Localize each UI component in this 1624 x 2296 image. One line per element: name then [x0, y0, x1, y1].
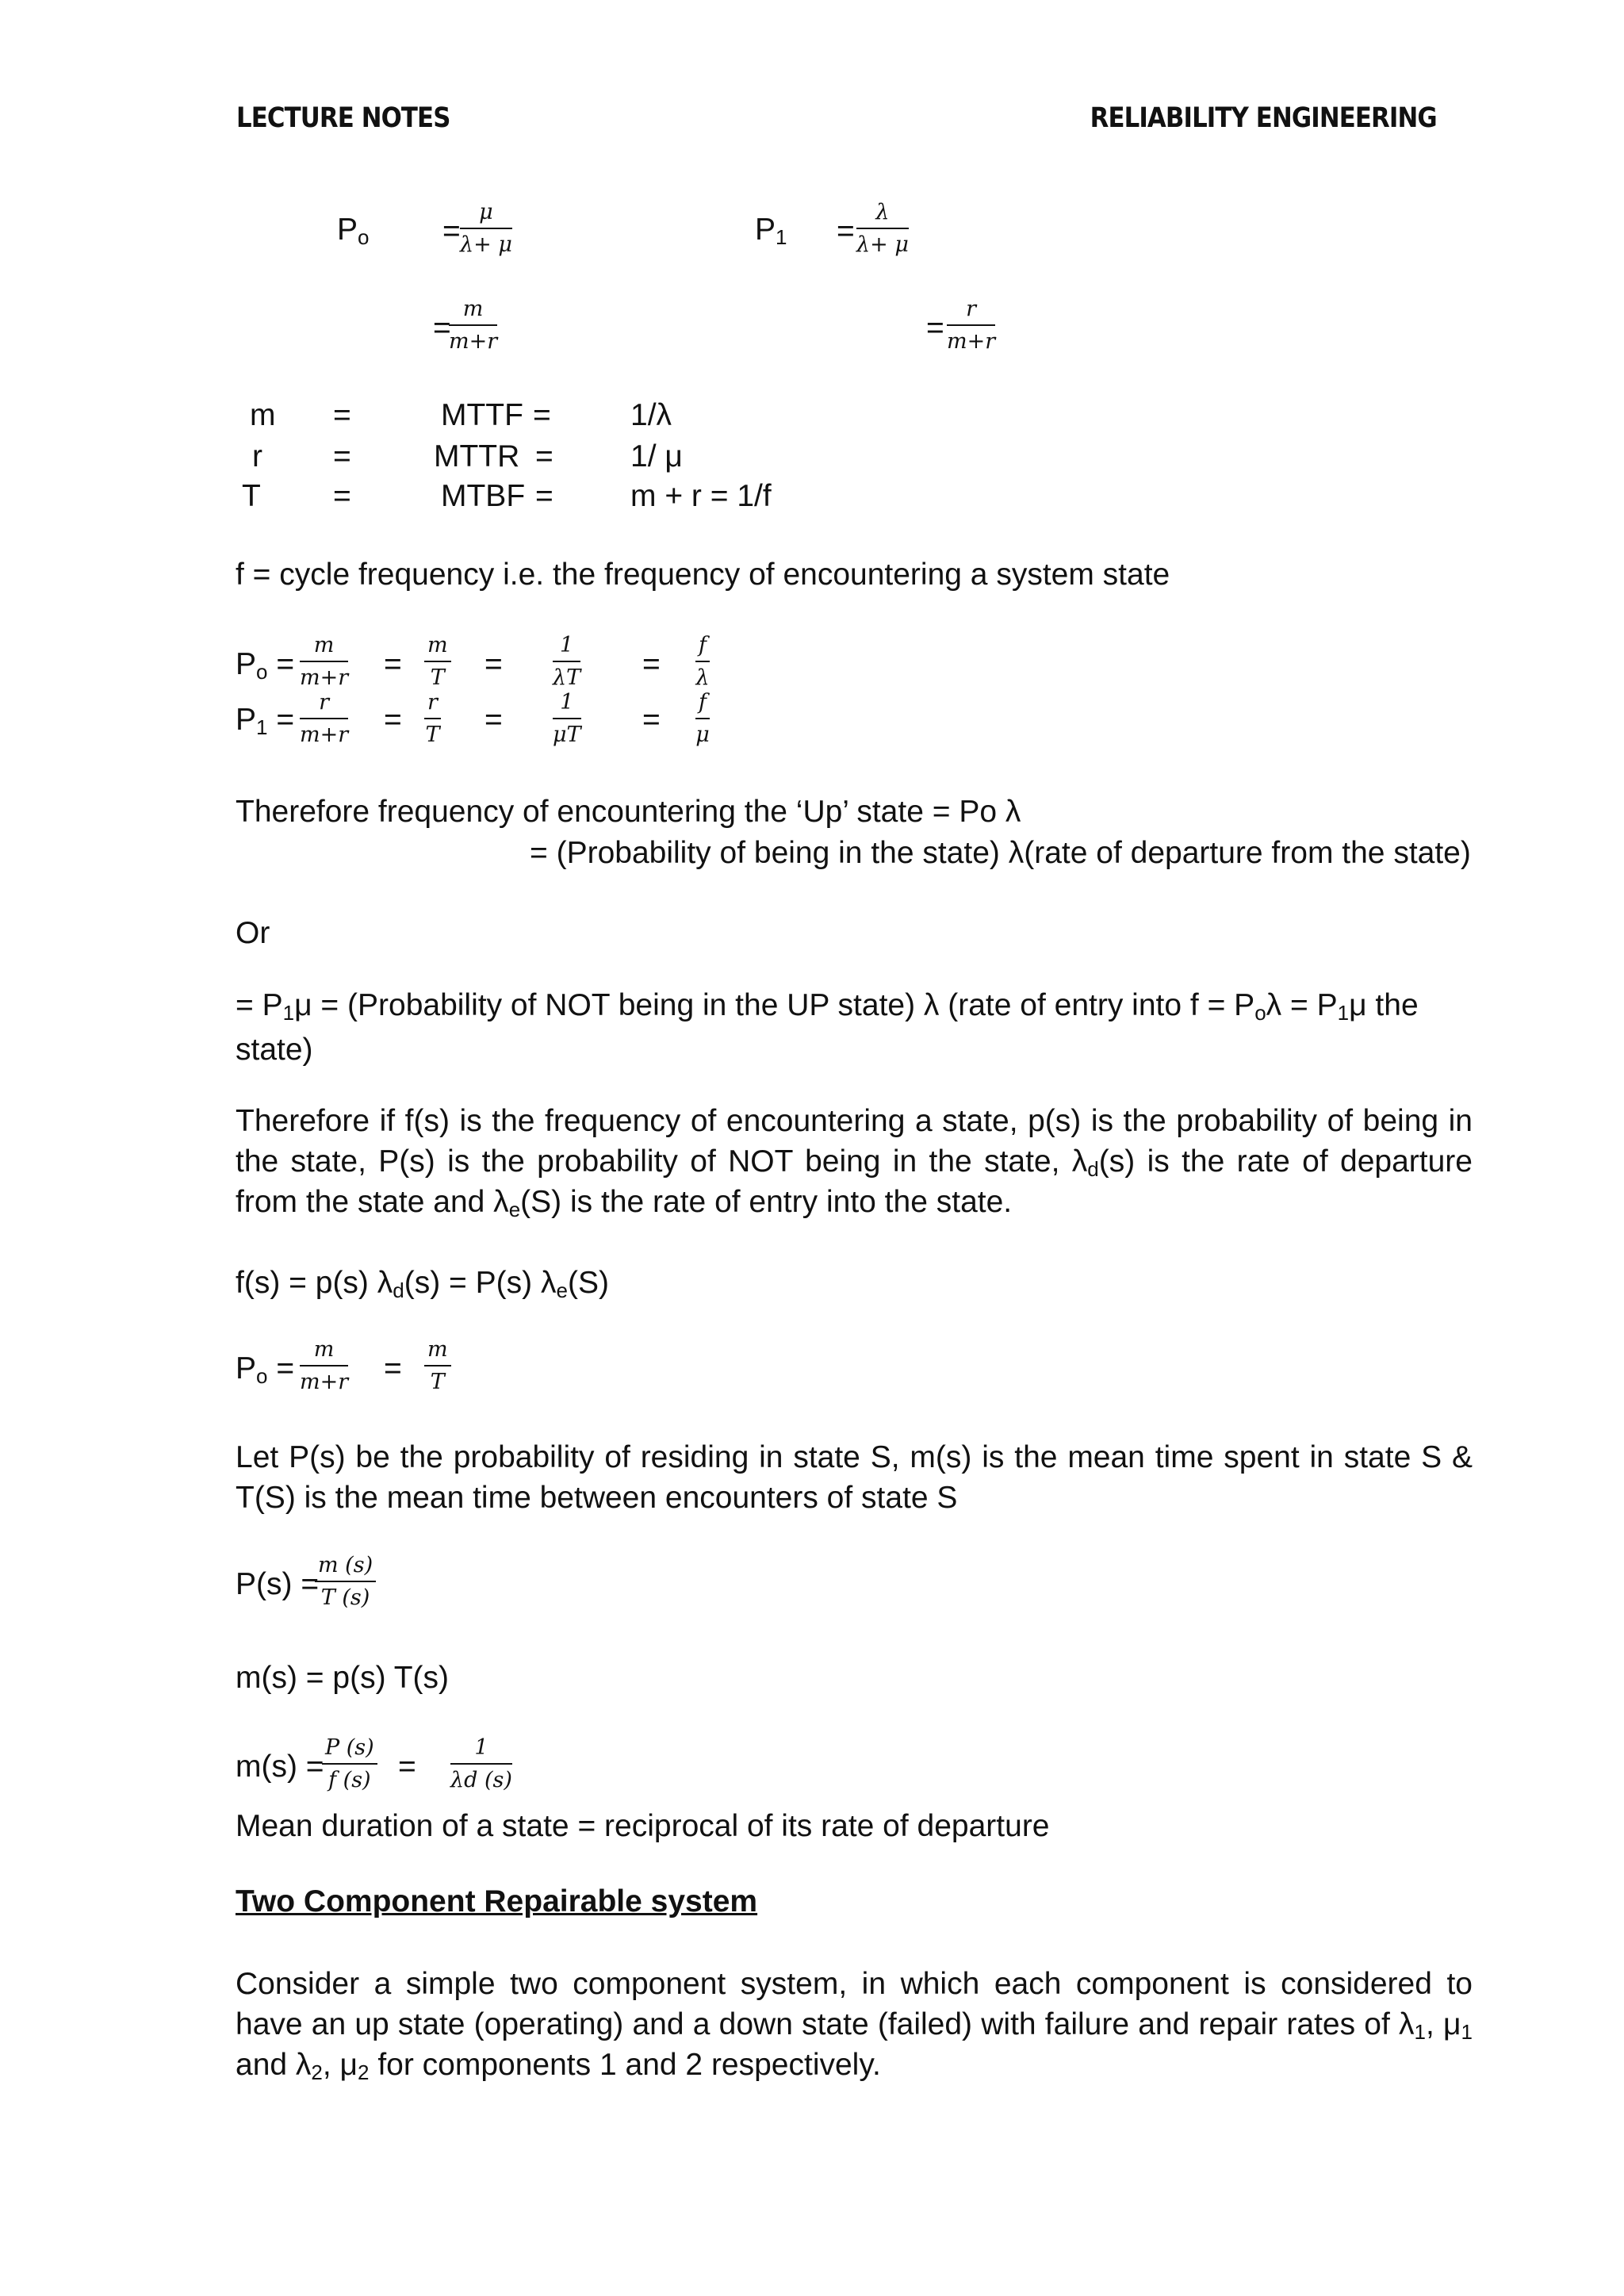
p0-equals-2: =: [433, 311, 451, 345]
section-title: Two Component Repairable system: [236, 1884, 758, 1918]
matrix-r0-c2: $\frac{1}{\lambda T}$: [553, 633, 581, 690]
p1-label: $P_1$: [755, 213, 787, 249]
def-eq2-mttr: =: [535, 439, 553, 473]
def-eq2-mtbf: =: [535, 479, 553, 513]
def-name-mtbf: MTBF: [441, 479, 526, 513]
def-name-mttf: MTTF: [441, 398, 523, 432]
or-text: Or: [236, 916, 270, 950]
p1-equals: =: [837, 214, 855, 248]
matrix-r1-eq3: =: [642, 703, 661, 737]
matrix-r1-eq2: =: [485, 703, 503, 737]
matrix-r1-c3: $\frac{f}{\mu}$: [695, 690, 710, 747]
def-val-mttf: 1/λ: [630, 398, 672, 432]
ms-fraction-1: $\frac{P (s)}{f (s)}$: [322, 1737, 377, 1791]
p1-fraction: $\frac{\lambda}{\lambda+ \mu}$: [856, 200, 909, 257]
matrix-p0-label: $P_o$ =: [236, 647, 295, 684]
consider-paragraph: Consider a simple two component system, in which each component is considered to have an up state (operating) and a down state (failed) with failure and repair rates of $\lambda_1$, $\mu_1$ and $\lambda_2$, $\mu_2$ for components 1 and 2 respectively.: [236, 1967, 1473, 2084]
def-eq-T: =: [333, 479, 351, 513]
ms-equals-2: =: [398, 1750, 416, 1784]
matrix-r1-eq1: =: [384, 703, 402, 737]
let-ps-paragraph: Let P(s) be the probability of residing in state S, m(s) is the mean time spent in state S & T(S) is the mean time between encounters of state S: [236, 1440, 1473, 1515]
po-fraction-2: $\frac{m}{T}$: [424, 1339, 451, 1393]
ms-label: m(s) =: [236, 1750, 324, 1784]
p0-label: $P_o$: [337, 213, 370, 249]
def-sym-r: r: [252, 439, 262, 473]
ps-fraction: $\frac{m (s)}{T (s)}$: [315, 1554, 376, 1608]
matrix-p1-label: $P_1$ =: [236, 703, 295, 739]
po-equals-2: =: [384, 1351, 402, 1386]
def-sym-T: T: [242, 479, 261, 513]
ms-line: m(s) = p(s) T(s): [236, 1661, 450, 1695]
therefore-up-state: Therefore frequency of encountering the ‘Up’ state = Po λ: [236, 795, 1021, 829]
def-val-mtbf: m + r = 1/f: [630, 479, 772, 513]
p0-equals: =: [442, 214, 461, 248]
matrix-r1-c2: $\frac{1}{\mu T}$: [553, 690, 581, 747]
matrix-r1-c1: $\frac{r}{T}$: [425, 690, 440, 747]
header-right: RELIABILITY ENGINEERING: [1090, 102, 1437, 134]
matrix-r1-c0: $\frac{r}{m+r}$: [300, 690, 349, 747]
p1-fraction-2: $\frac{r}{m+r}$: [947, 297, 996, 354]
matrix-r0-eq2: =: [485, 647, 503, 681]
mean-duration-text: Mean duration of a state = reciprocal of its rate of departure: [236, 1809, 1050, 1843]
matrix-r0-eq1: =: [384, 647, 402, 681]
p0-fraction: $\frac{\mu}{\lambda+ \mu}$: [460, 200, 512, 257]
therefore-up-state-cont: = (Probability of being in the state) λ(rate of departure from the state): [530, 836, 1471, 870]
p0-fraction-2: $\frac{m}{m+r}$: [449, 297, 498, 354]
def-name-mttr: MTTR: [434, 439, 520, 473]
def-eq2-mttf: =: [533, 398, 551, 432]
ms-fraction-2: $\frac{1}{\lambda d (s)}$: [450, 1735, 512, 1792]
therefore-definitions-paragraph: Therefore if f(s) is the frequency of encountering a state, p(s) is the probability of being in the state, P(s) is the probability of NOT being in the state, $\lambda_d(s)$ is the rate of departure from the state and $\lambda_e(S)$ is the rate of entry into the state.: [236, 1104, 1473, 1221]
matrix-r0-c0: $\frac{m}{m+r}$: [300, 633, 349, 690]
po-label: $P_o$ =: [236, 1351, 295, 1388]
matrix-r0-eq3: =: [642, 647, 661, 681]
def-sym-m: m: [250, 398, 276, 432]
p1-equals-2: =: [926, 311, 944, 345]
def-eq-r: =: [333, 439, 351, 473]
po-fraction-1: $\frac{m}{m+r}$: [300, 1337, 349, 1394]
matrix-r0-c1: $\frac{m}{T}$: [424, 634, 451, 688]
p1mu-line: = $P_1\mu$ = (Probability of NOT being in the UP state) λ (rate of entry into $f = P_o\lambda = P_1\mu$ the: [236, 988, 1419, 1025]
matrix-r0-c3: $\frac{f}{\lambda}$: [695, 633, 710, 690]
fs-equation: f(s) = p(s) $\lambda_d(s) = P(s)$ $\lambda_e(S)$: [236, 1266, 609, 1302]
def-eq-m: =: [333, 398, 351, 432]
def-val-mttr: 1/ μ: [630, 439, 683, 473]
header-left: LECTURE NOTES: [236, 102, 450, 134]
ps-label: P(s) =: [236, 1567, 320, 1601]
cycle-frequency-text: f = cycle frequency i.e. the frequency of encountering a system state: [236, 558, 1170, 592]
p1mu-line-cont: state): [236, 1033, 313, 1067]
